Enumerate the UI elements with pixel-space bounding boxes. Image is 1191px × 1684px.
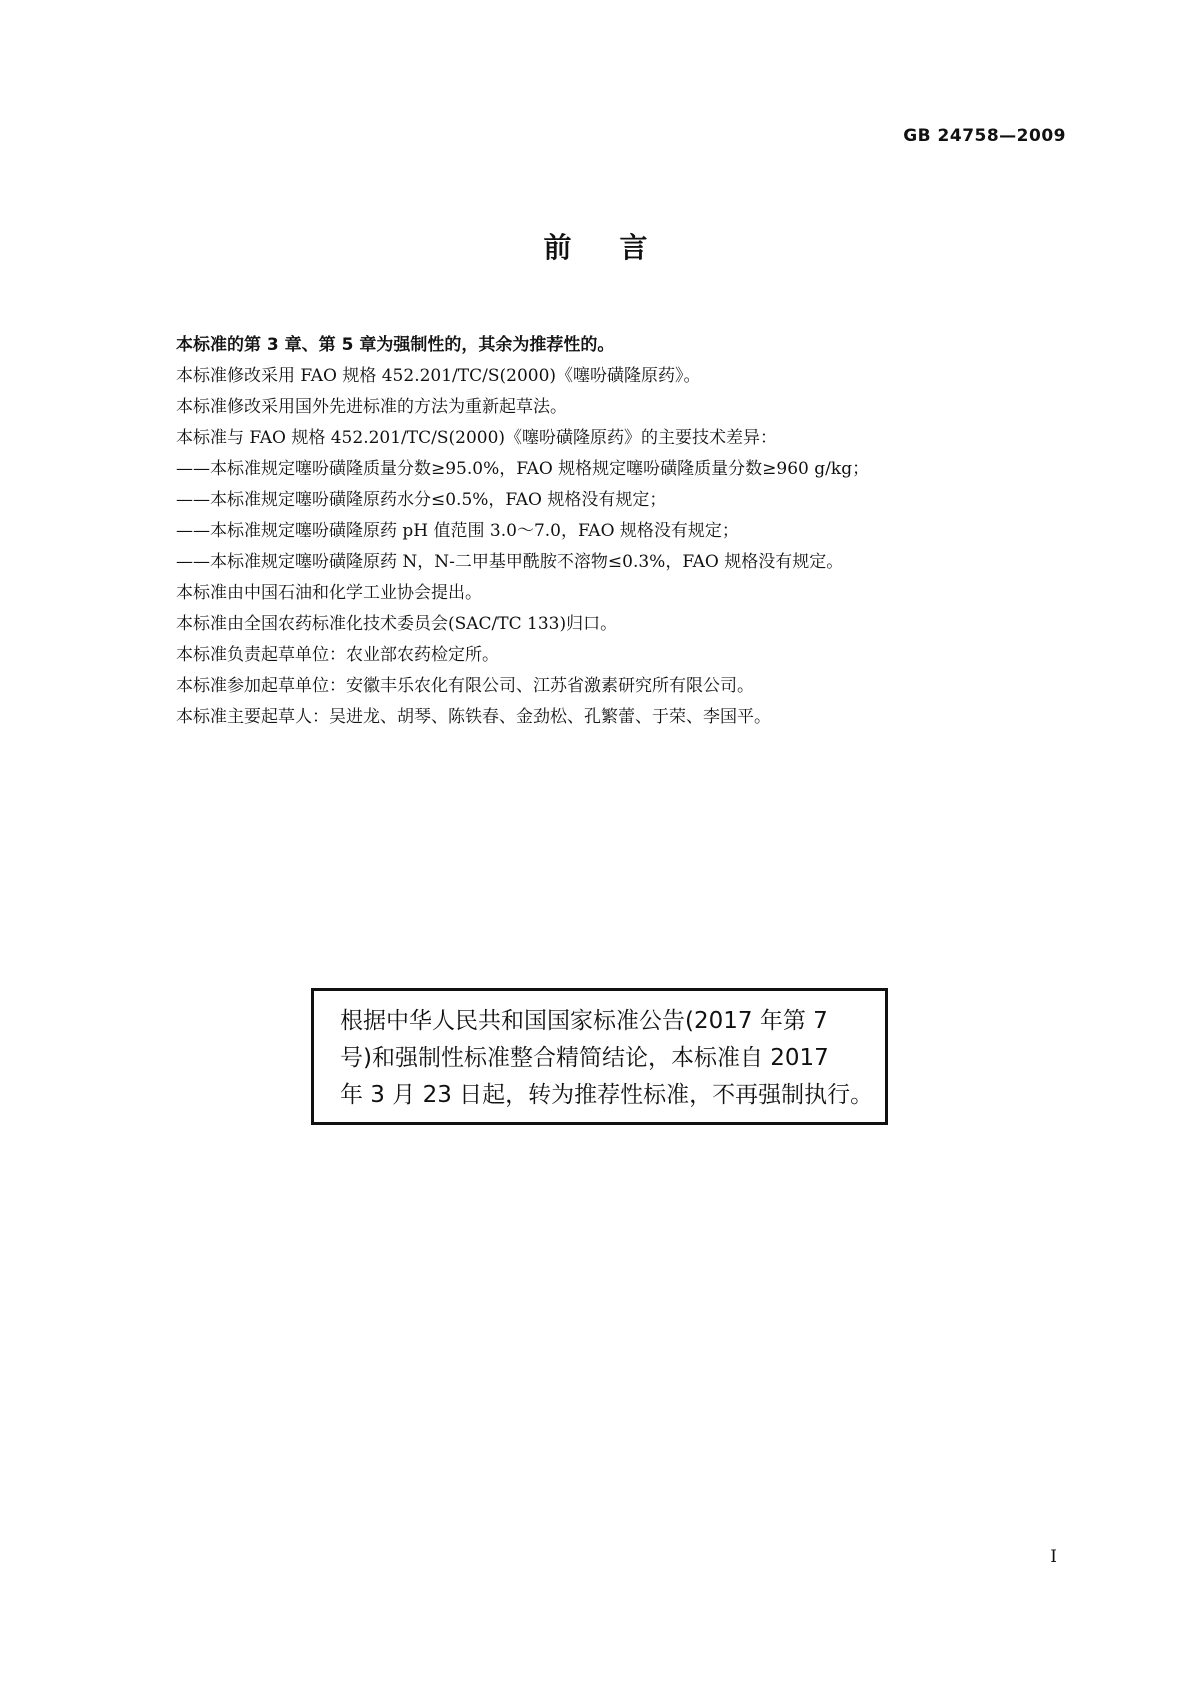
paragraph: 本标准修改采用 FAO 规格 452.201/TC/S(2000)《噻吩磺隆原药》。 [176, 366, 701, 386]
notice-box [311, 988, 888, 1125]
paragraph: 本标准修改采用国外先进标准的方法为重新起草法。 [176, 397, 567, 417]
difference-item: ——本标准规定噻吩磺隆原药 N，N-二甲基甲酰胺不溶物≤0.3%，FAO 规格没有规定。 [176, 552, 844, 572]
paragraph: 本标准由全国农药标准化技术委员会(SAC/TC 133)归口。 [176, 614, 618, 634]
standard-number: GB 24758—2009 [903, 126, 1066, 146]
difference-item: ——本标准规定噻吩磺隆原药水分≤0.5%，FAO 规格没有规定； [176, 490, 667, 510]
foreword-body [176, 330, 1036, 733]
paragraph: 本标准参加起草单位：安徽丰乐农化有限公司、江苏省激素研究所有限公司。 [176, 676, 754, 696]
difference-item: ——本标准规定噻吩磺隆质量分数≥95.0%，FAO 规格规定噻吩磺隆质量分数≥960 g/kg； [176, 459, 870, 479]
difference-item: ——本标准规定噻吩磺隆原药 pH 值范围 3.0～7.0，FAO 规格没有规定； [176, 521, 739, 541]
paragraph: 本标准与 FAO 规格 452.201/TC/S(2000)《噻吩磺隆原药》的主要技术差异： [176, 428, 778, 448]
notice-line: 号)和强制性标准整合精简结论，本标准自 2017 [340, 1045, 829, 1071]
page-number: I [1050, 1547, 1057, 1567]
paragraph: 本标准负责起草单位：农业部农药检定所。 [176, 645, 499, 665]
notice-line: 年 3 月 23 日起，转为推荐性标准，不再强制执行。 [340, 1082, 874, 1108]
notice-line: 根据中华人民共和国国家标准公告(2017 年第 7 [340, 1008, 828, 1034]
paragraph: 本标准由中国石油和化学工业协会提出。 [176, 583, 482, 603]
paragraph: 本标准主要起草人：吴进龙、胡琴、陈铁春、金劲松、孔繁蕾、于荣、李国平。 [176, 707, 771, 727]
paragraph: 本标准的第 3 章、第 5 章为强制性的，其余为推荐性的。 [176, 335, 615, 355]
page-title: 前言 [543, 231, 696, 264]
